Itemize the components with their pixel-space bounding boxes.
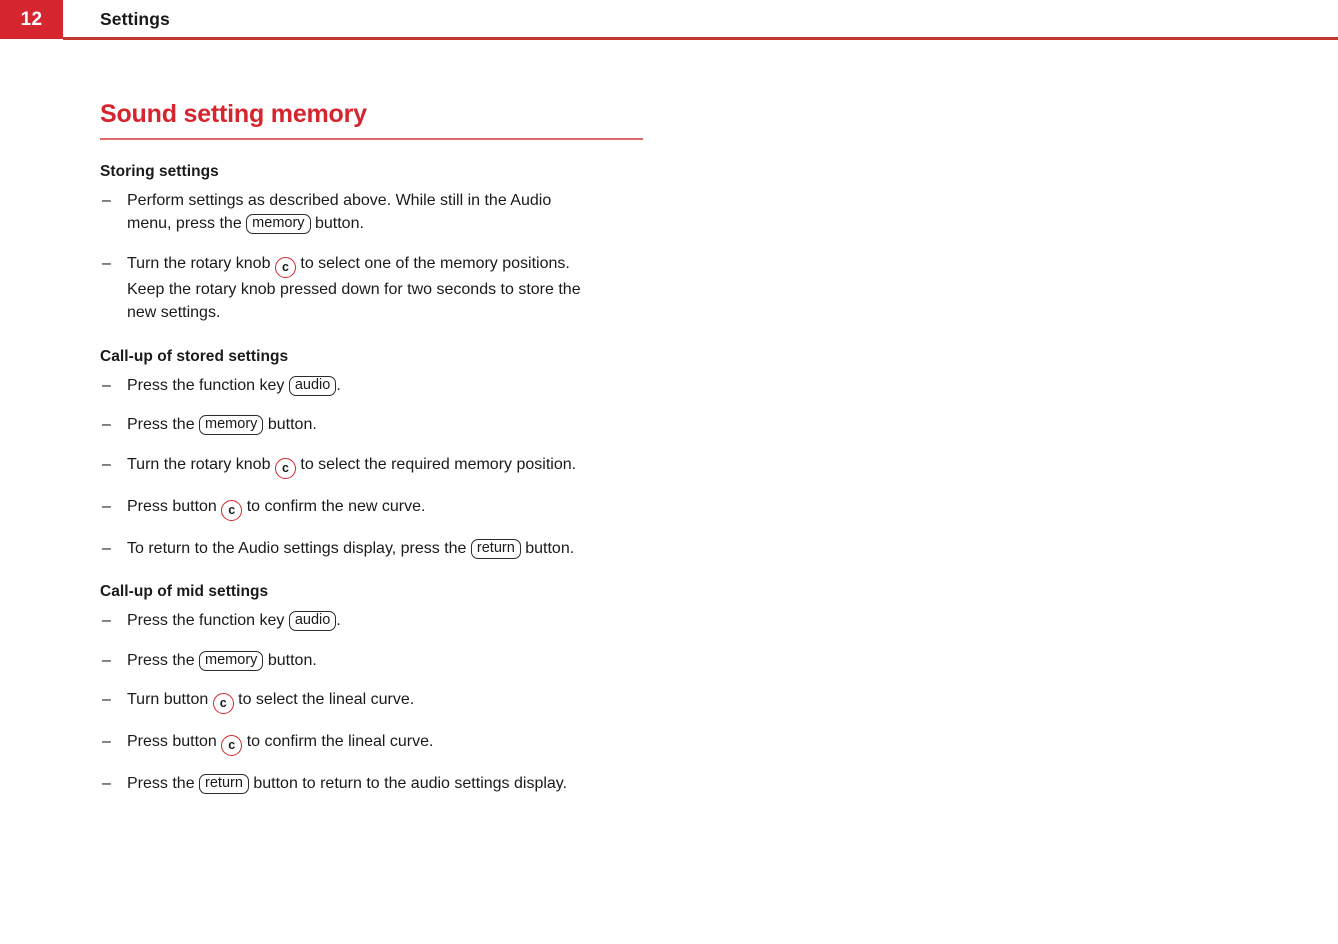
instruction-line <box>127 730 660 756</box>
subsection-heading: Call-up of stored settings <box>100 347 289 365</box>
instruction-text: button. <box>520 539 575 557</box>
instruction-list <box>100 609 660 796</box>
instruction-text: . <box>336 376 341 394</box>
instruction-line <box>127 301 660 325</box>
instruction-text: to select one of the memory positions. <box>295 254 570 272</box>
bullet-dash-icon: – <box>102 733 111 750</box>
rotary-knob-icon[interactable]: c <box>221 500 242 521</box>
instruction-text: To return to the Audio settings display, press the <box>127 539 471 557</box>
instruction-text: Press the <box>127 775 200 792</box>
instruction-item <box>100 252 660 325</box>
bullet-dash-icon: – <box>102 191 111 209</box>
bullet-dash-icon: – <box>102 455 111 473</box>
instruction-line <box>127 495 660 521</box>
key-label-audio[interactable]: audio <box>289 611 336 631</box>
header-divider-rule <box>63 37 1338 40</box>
instruction-item <box>100 772 660 796</box>
instruction-line <box>127 609 660 633</box>
bullet-dash-icon: – <box>102 691 111 708</box>
instruction-item <box>100 649 660 673</box>
instruction-item <box>100 453 660 479</box>
page-header <box>0 0 1338 41</box>
instruction-item <box>100 730 660 756</box>
key-label-memory[interactable]: memory <box>246 214 310 234</box>
instruction-blocks <box>100 163 660 796</box>
instruction-item <box>100 413 660 437</box>
header-chapter-title: Settings <box>100 9 170 29</box>
instruction-line <box>127 374 660 398</box>
instruction-text: Press button <box>127 733 222 750</box>
instruction-item <box>100 537 660 561</box>
instruction-line <box>127 278 660 302</box>
key-label-memory[interactable]: memory <box>199 415 263 435</box>
instruction-item <box>100 495 660 521</box>
instruction-line <box>127 212 660 236</box>
instruction-text: button to return to the audio settings display. <box>248 775 568 792</box>
instruction-text: button. <box>310 215 364 232</box>
instruction-line <box>127 649 660 673</box>
instruction-text: to confirm the lineal curve. <box>242 733 434 750</box>
instruction-text: Press the <box>127 651 200 669</box>
instruction-text: Press the <box>127 416 200 433</box>
subsection-heading: Call-up of mid settings <box>100 583 269 600</box>
page-number-badge: 12 <box>0 0 63 39</box>
section-title-underline <box>100 138 643 140</box>
instruction-text: to confirm the new curve. <box>242 497 426 515</box>
subsection-heading: Storing settings <box>100 162 219 180</box>
key-label-memory[interactable]: memory <box>199 651 263 671</box>
bullet-dash-icon: – <box>102 376 111 394</box>
instruction-text: button. <box>263 651 317 669</box>
instruction-text: Keep the rotary knob pressed down for two seconds to store the <box>127 280 581 298</box>
instruction-text: Turn button <box>127 691 213 708</box>
instruction-line <box>127 772 660 796</box>
instruction-text: Perform settings as described above. While still in the Audio <box>127 191 552 209</box>
bullet-dash-icon: – <box>102 497 111 515</box>
instruction-text: new settings. <box>127 304 221 321</box>
rotary-knob-icon[interactable]: c <box>221 735 242 756</box>
key-label-return[interactable]: return <box>199 774 249 794</box>
instruction-item <box>100 688 660 714</box>
instruction-text: Press the function key <box>127 612 289 629</box>
page-content <box>100 101 660 796</box>
bullet-dash-icon: – <box>102 612 111 629</box>
instruction-text: button. <box>263 416 317 433</box>
instruction-text: to select the required memory position. <box>295 455 577 473</box>
rotary-knob-icon[interactable]: c <box>275 257 296 278</box>
instruction-line <box>127 189 660 213</box>
bullet-dash-icon: – <box>102 775 111 792</box>
instruction-line <box>127 413 660 437</box>
instruction-line <box>127 537 660 561</box>
instruction-text: Press button <box>127 497 222 515</box>
key-label-audio[interactable]: audio <box>289 376 336 396</box>
instruction-item <box>100 189 660 236</box>
key-label-return[interactable]: return <box>471 539 521 559</box>
section-title: Sound setting memory <box>100 100 367 128</box>
instruction-list <box>100 374 660 561</box>
instruction-item <box>100 609 660 633</box>
rotary-knob-icon[interactable]: c <box>275 458 296 479</box>
bullet-dash-icon: – <box>102 651 111 669</box>
instruction-text: Press the function key <box>127 376 289 394</box>
instruction-text: to select the lineal curve. <box>233 691 415 708</box>
instruction-list <box>100 189 660 325</box>
bullet-dash-icon: – <box>102 254 111 272</box>
rotary-knob-icon[interactable]: c <box>213 693 234 714</box>
bullet-dash-icon: – <box>102 416 111 433</box>
instruction-line <box>127 252 660 278</box>
instruction-line <box>127 453 660 479</box>
instruction-text: menu, press the <box>127 215 247 232</box>
bullet-dash-icon: – <box>102 539 111 557</box>
instruction-text: Turn the rotary knob <box>127 455 275 473</box>
instruction-text: . <box>336 612 341 629</box>
instruction-item <box>100 374 660 398</box>
instruction-line <box>127 688 660 714</box>
instruction-text: Turn the rotary knob <box>127 254 275 272</box>
